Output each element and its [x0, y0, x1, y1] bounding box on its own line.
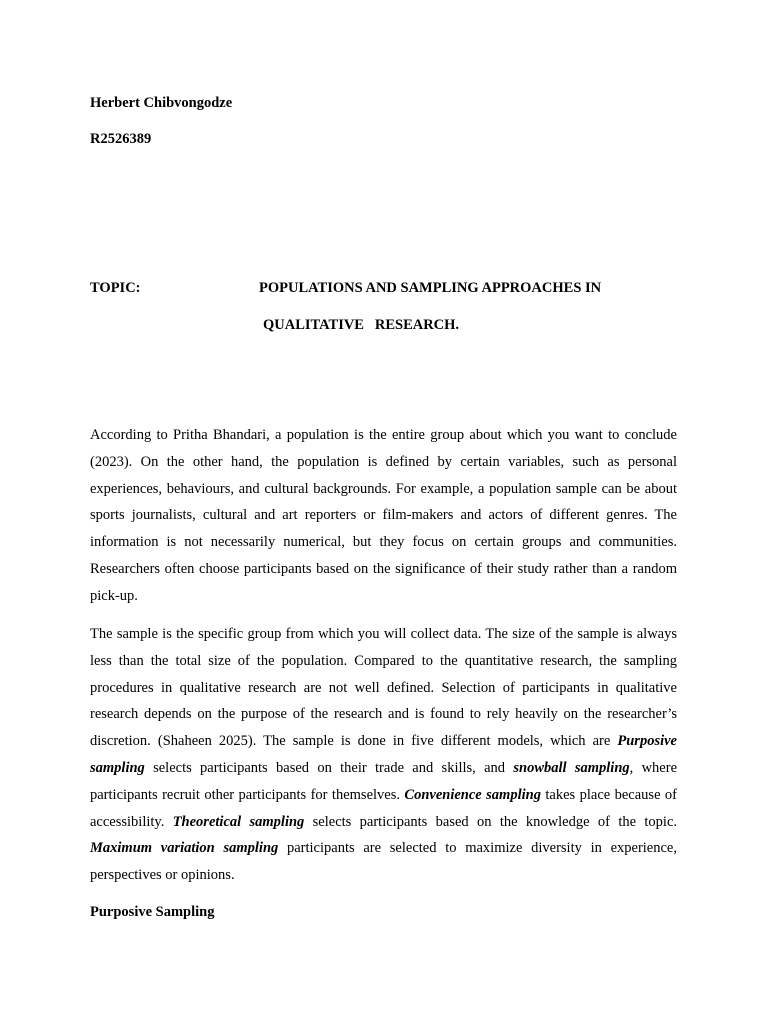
term-theoretical-sampling: Theoretical sampling — [172, 813, 305, 830]
section-heading-purposive-sampling: Purposive Sampling — [90, 904, 215, 920]
paragraph-sample-text1: selects participants based on their trade and skills, and — [144, 759, 514, 776]
topic-label: TOPIC: — [90, 280, 141, 296]
paragraph-sample-text4: selects participants based on the knowledge of the topic. — [304, 813, 677, 830]
paragraph-sample-intro: The sample is the specific group from which you will collect data. The size of the sample is always less than the total size of the population. Compared to the quantitative research, the sampling procedures in qualitative research are not well defined. Selection of participants in qualitative research depends on the purpose of the research and is found to rely heavily on the researcher’s discretion. (Shaheen 2025). The sample is done in five different models, which are — [90, 626, 677, 750]
term-convenience-sampling: Convenience sampling — [404, 786, 541, 803]
student-id: R2526389 — [90, 131, 152, 147]
term-purposive-sampling: Purposive sampling — [90, 733, 677, 776]
author-name: Herbert Chibvongodze — [90, 95, 233, 111]
topic-title-line1: POPULATIONS AND SAMPLING APPROACHES IN — [259, 280, 602, 296]
paragraph-sample-text5: participants are selected to maximize diversity in experience, perspectives or opinions. — [90, 840, 677, 884]
topic-title-line2: QUALITATIVE RESEARCH. — [263, 317, 460, 333]
term-snowball-sampling: snowball sampling — [513, 759, 630, 776]
paragraph-sample-text2: , where participants recruit other participants for themselves. — [90, 759, 678, 803]
term-maximum-variation-sampling: Maximum variation sampling — [90, 840, 279, 857]
paragraph-population: According to Pritha Bhandari, a population is the entire group about which you want to conclude (2023). On the other hand, the population is defined by certain variables, such as personal experiences, behaviours, and cultural backgrounds. For example, a population sample can be about sports journalists, cultural and art reporters or film-makers and actors of different genres. The information is not necessarily numerical, but they focus on certain groups and communities. Researchers often choose participants based on the significance of their study rather than a random pick-up. — [90, 427, 677, 604]
paragraph-sample-text3: takes place because of accessibility. — [90, 786, 677, 830]
paragraph-sample — [90, 621, 677, 889]
